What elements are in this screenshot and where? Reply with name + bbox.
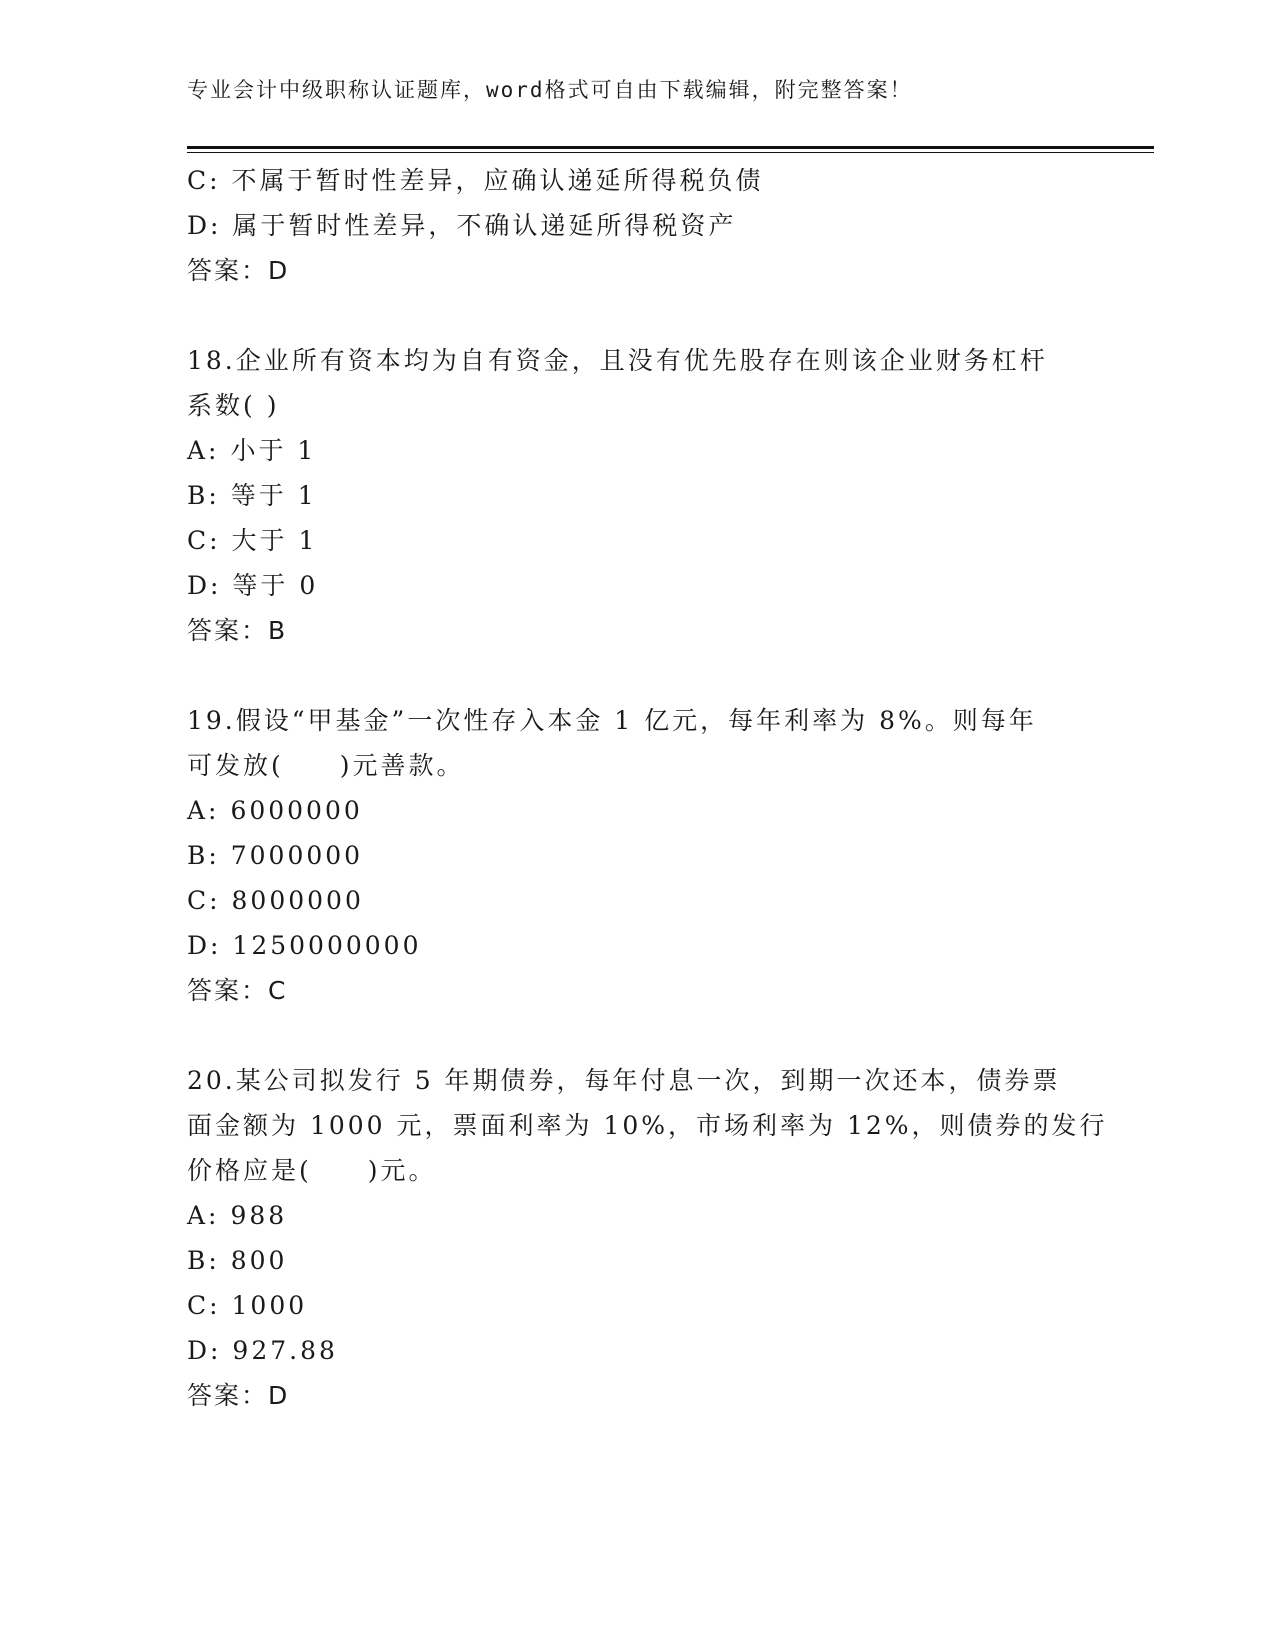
answer-line: 答案：D: [187, 1381, 290, 1410]
spacer: [187, 1013, 1087, 1058]
option-line: [187, 1328, 1087, 1373]
option-text: 不属于暂时性差异，应确认递延所得税负债: [231, 166, 764, 195]
option-line: [187, 563, 1087, 608]
question-stem-line: 面金额为 1000 元，票面利率为 10%，市场利率为 12%，则债券的发行: [187, 1111, 1108, 1140]
option-text: 927.88: [232, 1336, 338, 1365]
question-18: [187, 338, 1087, 653]
option-text: 等于 0: [232, 571, 319, 600]
option-line: [187, 923, 1087, 968]
option-text: 6000000: [230, 796, 363, 825]
page-header: 专业会计中级职称认证题库，word格式可自由下载编辑，附完整答案！: [187, 78, 913, 102]
option-letter: B:: [187, 481, 220, 510]
question-20: [187, 1058, 1108, 1418]
option-text: 等于 1: [230, 481, 317, 510]
option-line: [187, 1283, 1087, 1328]
option-text: 大于 1: [231, 526, 318, 555]
option-text: 988: [230, 1201, 288, 1230]
option-text: 8000000: [231, 886, 364, 915]
option-letter: D:: [187, 1336, 222, 1365]
option-letter: D:: [187, 571, 222, 600]
option-letter: A:: [187, 1201, 220, 1230]
option-line: [187, 428, 1087, 473]
question-stem-line: 可发放( )元善款。: [187, 751, 465, 780]
question-stem-line: 价格应是( )元。: [187, 1156, 437, 1185]
option-letter: D:: [187, 931, 222, 960]
prev-question: [187, 158, 1087, 293]
answer-line: 答案：D: [187, 256, 290, 285]
option-text: 1250000000: [232, 931, 422, 960]
question-content: [187, 158, 1108, 1418]
option-text: 800: [230, 1246, 288, 1275]
option-line: [187, 878, 1087, 923]
question-stem-line: 20.某公司拟发行 5 年期债券，每年付息一次，到期一次还本，债券票: [187, 1066, 1061, 1095]
header-rule-thick: [187, 146, 1154, 149]
option-line: [187, 518, 1087, 563]
answer-line: 答案：C: [187, 976, 288, 1005]
option-line: [187, 833, 1087, 878]
option-line: [187, 788, 1087, 833]
option-line: [187, 1238, 1087, 1283]
question-stem-line: 19.假设“甲基金”一次性存入本金 1 亿元，每年利率为 8%。则每年: [187, 706, 1037, 735]
question-19: [187, 698, 1087, 1013]
question-stem-line: 18.企业所有资本均为自有资金，且没有优先股存在则该企业财务杠杆: [187, 346, 1048, 375]
option-letter: B:: [187, 841, 220, 870]
option-letter: A:: [187, 436, 220, 465]
spacer: [187, 293, 1087, 338]
option-letter: C:: [187, 886, 221, 915]
option-letter: B:: [187, 1246, 220, 1275]
option-text: 1000: [231, 1291, 308, 1320]
option-line: [187, 158, 1087, 203]
option-text: 小于 1: [230, 436, 317, 465]
option-letter: C:: [187, 1291, 221, 1320]
question-stem-line: 系数( ): [187, 391, 280, 420]
header-rule-thin: [187, 152, 1154, 153]
option-line: [187, 203, 1087, 248]
option-line: [187, 1193, 1087, 1238]
option-letter: D:: [187, 211, 222, 240]
option-text: 7000000: [230, 841, 364, 870]
option-line: [187, 473, 1087, 518]
option-letter: A:: [187, 796, 220, 825]
option-letter: C:: [187, 166, 221, 195]
option-text: 属于暂时性差异，不确认递延所得税资产: [232, 211, 737, 240]
option-letter: C:: [187, 526, 221, 555]
spacer: [187, 653, 1087, 698]
answer-line: 答案：B: [187, 616, 288, 645]
